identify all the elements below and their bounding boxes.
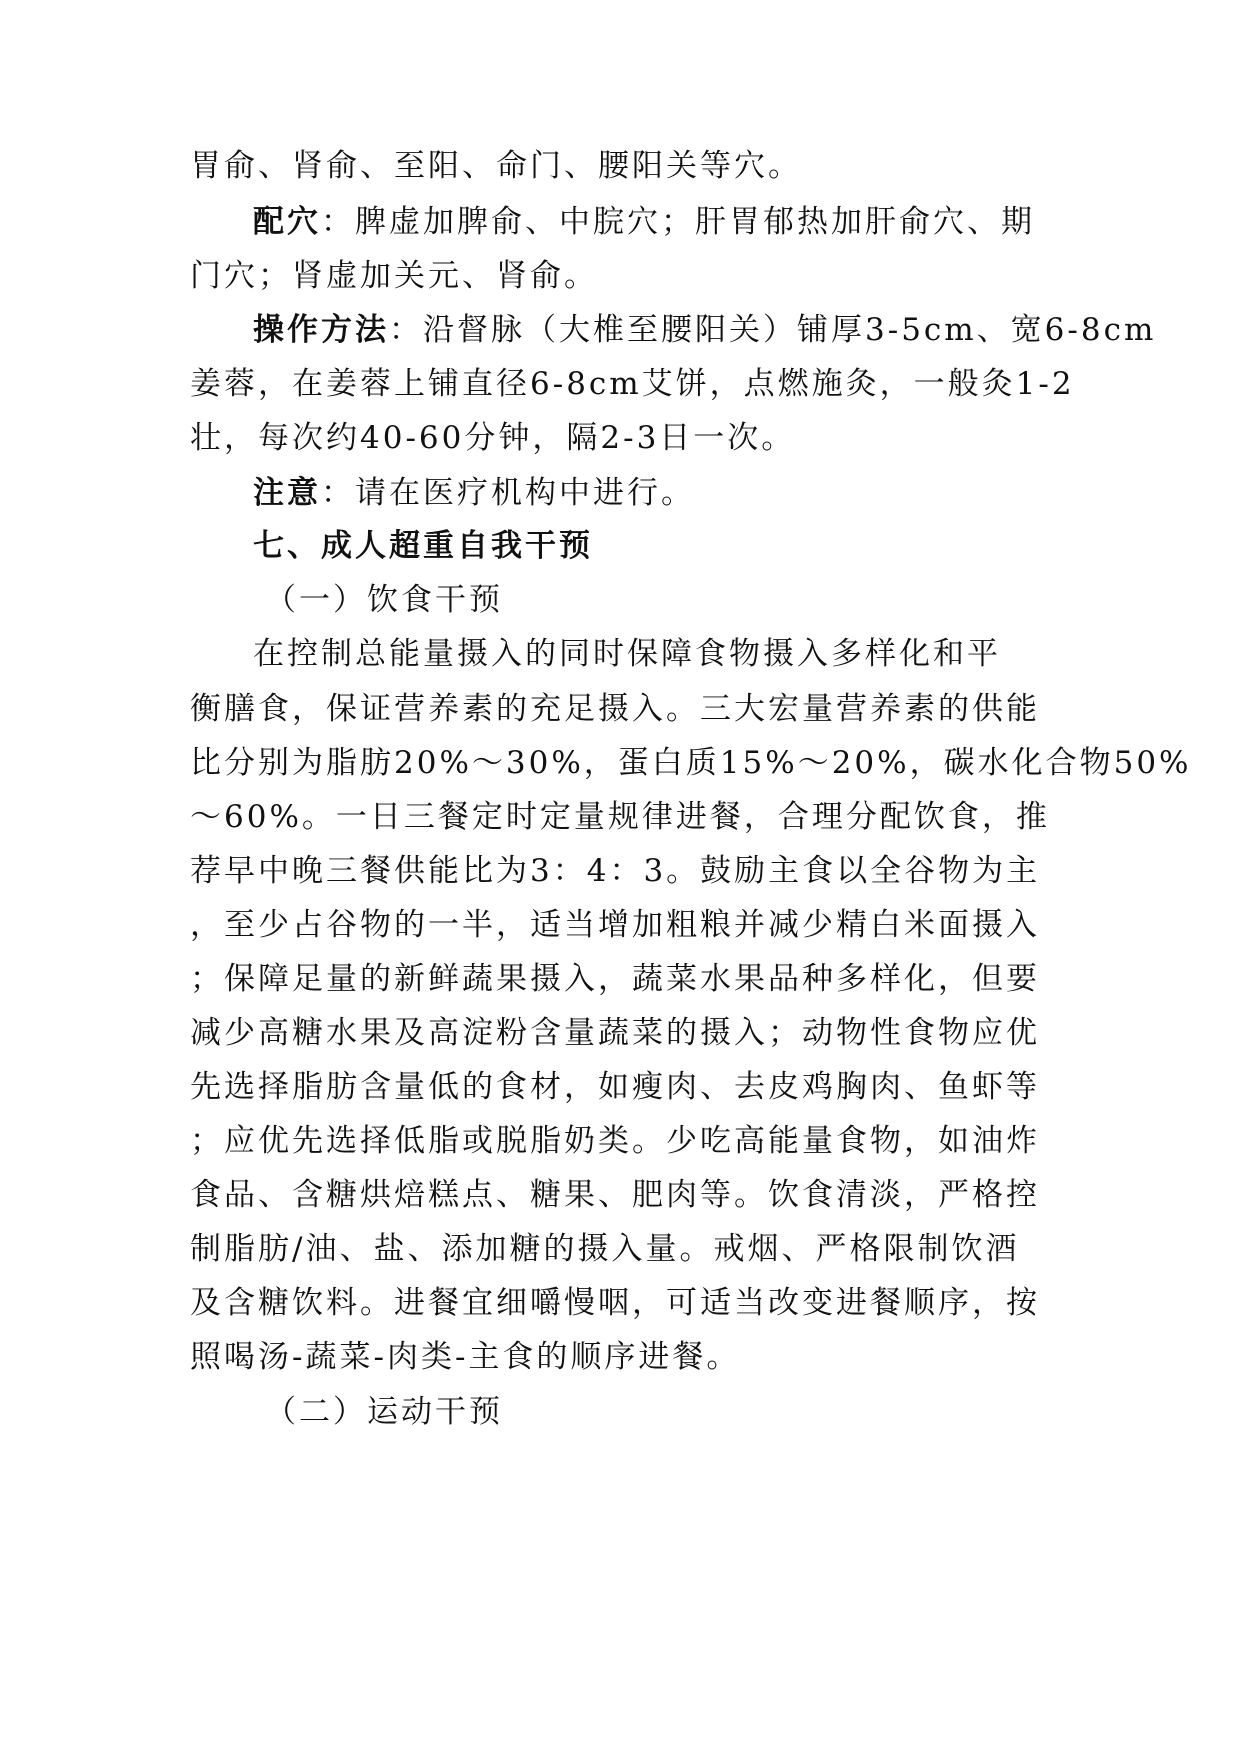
line-text: 食品、含糖烘焙糕点、糖果、肥肉等。饮食清淡，严格控 [190,1177,1040,1213]
text-line-10 [253,634,1050,674]
subsection-heading-diet [265,580,1050,620]
line-text: 在控制总能量摄入的同时保障食物摄入多样化和平 [253,636,1001,672]
label-zhuyi: 注意 [253,475,321,511]
text-line-2 [253,202,1050,242]
line-text: ；应优先选择低脂或脱脂奶类。少吃高能量食物，如油炸 [190,1123,1040,1159]
line-text: ：请在医疗机构中进行。 [321,475,695,511]
text-line-12 [190,743,1192,783]
text-line-14 [190,851,1050,891]
line-text: ～60%。一日三餐定时定量规律进餐，合理分配饮食，推 [190,799,1050,835]
line-text: ：脾虚加脾俞、中脘穴；肝胃郁热加肝俞穴、期 [321,204,1035,240]
line-text: 胃俞、肾俞、至阳、命门、腰阳关等穴。 [190,148,802,184]
label-peixue: 配穴 [253,204,321,240]
subsection-heading-exercise [265,1392,1050,1432]
text-line-17 [190,1013,1050,1053]
line-text: ，至少占谷物的一半，适当增加粗粮并减少精白米面摄入 [190,907,1040,943]
text-line-20 [190,1175,1050,1215]
line-text: ：沿督脉（大椎至腰阳关）铺厚3-5cm、宽6-8cm [389,312,1157,348]
heading-text: 七、成人超重自我干预 [253,528,593,564]
text-line-7 [253,473,1050,513]
text-line-19 [190,1121,1050,1161]
line-text: 照喝汤-蔬菜-肉类-主食的顺序进餐。 [190,1339,741,1375]
line-text: 减少高糖水果及高淀粉含量蔬菜的摄入；动物性食物应优 [190,1015,1040,1051]
line-text: 比分别为脂肪20%～30%，蛋白质15%～20%，碳水化合物50% [190,745,1192,781]
line-text: 壮，每次约40-60分钟，隔2-3日一次。 [190,420,796,456]
text-line-11 [190,689,1050,729]
text-line-22 [190,1283,1050,1323]
line-text: 衡膳食，保证营养素的充足摄入。三大宏量营养素的供能 [190,691,1040,727]
line-text: 制脂肪/油、盐、添加糖的摄入量。戒烟、严格限制饮酒 [190,1231,1020,1267]
text-line-5 [190,364,1075,404]
text-line-16 [190,959,1050,999]
line-text: 姜蓉，在姜蓉上铺直径6-8cm艾饼，点燃施灸，一般灸1-2 [190,366,1075,402]
text-line-6 [190,418,1050,458]
line-text: 荐早中晚三餐供能比为3：4：3。鼓励主食以全谷物为主 [190,853,1041,889]
subheading-text: （二）运动干预 [265,1394,503,1430]
subheading-text: （一）饮食干预 [265,582,503,618]
text-line-1 [190,146,1050,186]
text-line-4 [253,310,1157,350]
line-text: 先选择脂肪含量低的食材，如瘦肉、去皮鸡胸肉、鱼虾等 [190,1069,1040,1105]
section-heading [253,526,1050,566]
line-text: 及含糖饮料。进餐宜细嚼慢咽，可适当改变进餐顺序，按 [190,1285,1040,1321]
text-line-3 [190,256,1050,296]
line-text: ；保障足量的新鲜蔬果摄入，蔬菜水果品种多样化，但要 [190,961,1040,997]
text-line-13 [190,797,1050,837]
label-caozuo: 操作方法 [253,312,389,348]
line-text: 门穴；肾虚加关元、肾俞。 [190,258,598,294]
text-line-15 [190,905,1050,945]
text-line-23 [190,1337,1050,1377]
text-line-18 [190,1067,1050,1107]
text-line-21 [190,1229,1050,1269]
